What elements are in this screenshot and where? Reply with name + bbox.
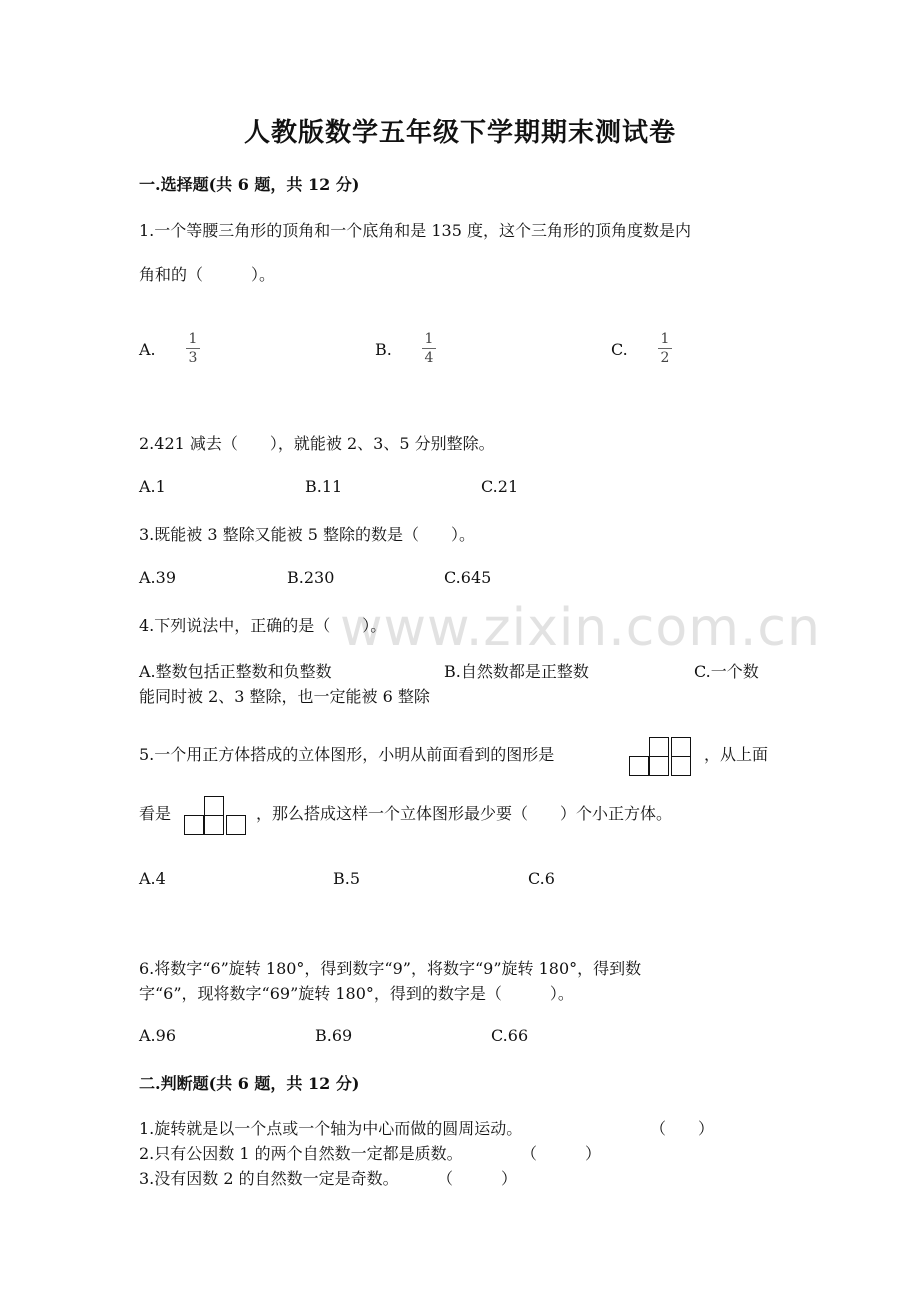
front-view-figure [629,737,693,777]
q3-option-a: A.39 [139,568,176,587]
q1-option-c-fraction [656,331,674,366]
front-view-square [671,737,691,757]
section-heading-true-false: 二.判断题(共 6 题，共 12 分) [139,1074,360,1093]
fraction-denominator: 4 [424,350,434,366]
q5-text-part3: 看是 [139,804,172,823]
tf-item-1-text: 1.旋转就是以一个点或一个轴为中心而做的圆周运动。 [139,1119,523,1138]
q1-text-line1: 1.一个等腰三角形的顶角和一个底角和是 135 度，这个三角形的顶角度数是内 [139,221,691,240]
q6-text-line1: 6.将数字“6”旋转 180°，得到数字“9”，将数字“9”旋转 180°，得到数 [139,959,642,978]
front-view-square [649,737,669,757]
fraction-numerator: 1 [660,331,670,347]
top-view-square [184,815,204,835]
front-view-square [629,756,649,776]
q1-option-a-fraction [184,331,202,366]
tf-item-3-blank: （ ） [437,1169,518,1188]
q5-text-part1: 5.一个用正方体搭成的立体图形，小明从前面看到的图形是 [139,745,555,764]
fraction-bar [186,348,200,349]
q1-option-c-label: C. [611,340,628,359]
fraction-numerator: 1 [188,331,198,347]
fraction-denominator: 2 [660,350,670,366]
q6-option-b: B.69 [315,1026,353,1045]
fraction-numerator: 1 [424,331,434,347]
top-view-square [204,815,224,835]
fraction-denominator: 3 [188,350,198,366]
q2-text: 2.421 减去（ ），就能被 2、3、5 分别整除。 [139,434,495,453]
q1-option-b-fraction [420,331,438,366]
tf-item-2-text: 2.只有公因数 1 的两个自然数一定都是质数。 [139,1144,463,1163]
top-view-square [226,815,246,835]
tf-item-2-blank: （ ） [521,1144,602,1163]
tf-item-3-text: 3.没有因数 2 的自然数一定是奇数。 [139,1169,399,1188]
top-view-square [204,796,224,816]
q6-option-a: A.96 [139,1026,176,1045]
page-title: 人教版数学五年级下学期期末测试卷 [243,118,676,148]
q5-text-part4: ，那么搭成这样一个立体图形最少要（ ）个小正方体。 [256,804,673,823]
q2-option-b: B.11 [305,477,343,496]
q3-option-c: C.645 [444,568,492,587]
q5-option-b: B.5 [333,869,361,888]
q6-option-c: C.66 [491,1026,529,1045]
q1-text-line2: 角和的（ ）。 [139,265,276,284]
q4-text: 4.下列说法中，正确的是（ ）。 [139,616,387,635]
fraction-bar [422,348,436,349]
top-view-figure [184,796,248,836]
q4-option-a: A.整数包括正整数和负整数 [139,662,332,681]
q5-text-part2: ，从上面 [704,745,769,764]
q2-option-c: C.21 [481,477,519,496]
q2-option-a: A.1 [139,477,166,496]
q3-text: 3.既能被 3 整除又能被 5 整除的数是（ ）。 [139,525,475,544]
fraction-bar [658,348,672,349]
q5-option-a: A.4 [139,869,166,888]
q4-option-b: B.自然数都是正整数 [444,662,589,681]
front-view-square [649,756,669,776]
front-view-square [671,756,691,776]
q5-option-c: C.6 [528,869,555,888]
q4-option-c-continued: 能同时被 2、3 整除，也一定能被 6 整除 [139,687,430,706]
q4-option-c-start: C.一个数 [694,662,759,681]
q6-text-line2: 字“6”，现将数字“69”旋转 180°，得到的数字是（ ）。 [139,984,574,1003]
q1-option-b-label: B. [375,340,392,359]
q1-option-a-label: A. [139,340,156,359]
section-heading-choice: 一.选择题(共 6 题，共 12 分) [139,175,360,194]
watermark: www.zixin.com.cn [340,598,821,658]
tf-item-1-blank: （ ） [650,1119,715,1138]
q3-option-b: B.230 [287,568,335,587]
